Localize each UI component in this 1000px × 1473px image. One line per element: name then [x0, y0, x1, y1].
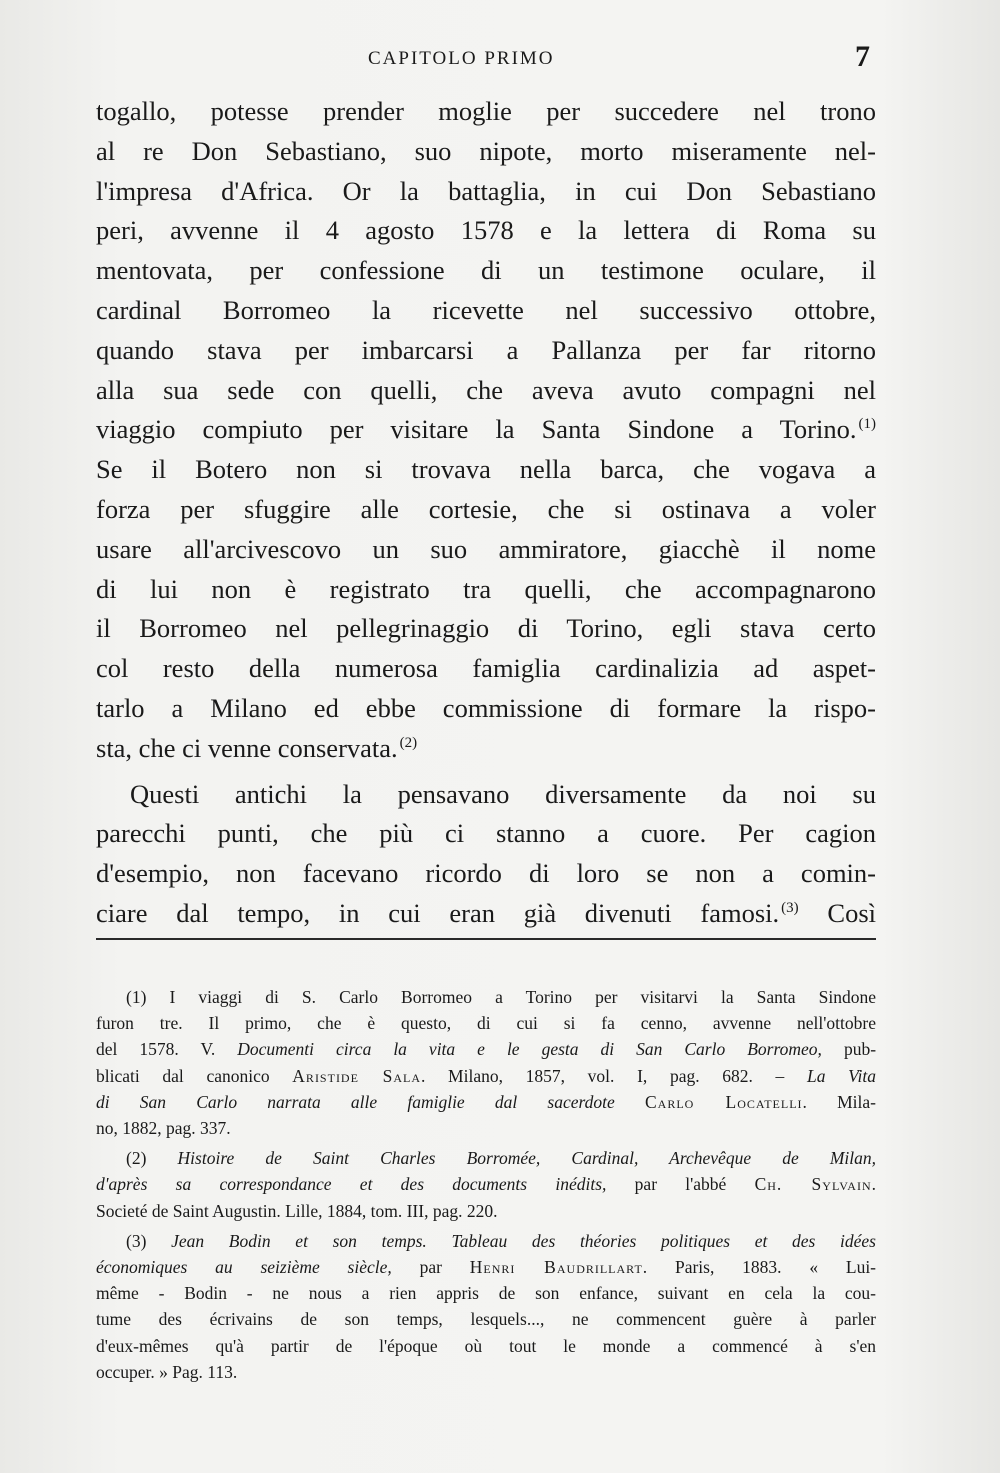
text-segment: par [419, 1257, 442, 1278]
work-title: La Vita [806, 1065, 877, 1086]
footnote-2 [96, 1145, 876, 1224]
page-number: 7 [855, 40, 870, 73]
text-line-with-note [96, 410, 876, 450]
work-title: d'après sa correspondance et des documents inédits, [96, 1174, 607, 1195]
running-title: CAPITOLO PRIMO [368, 48, 555, 69]
text-segment: par l'abbé [634, 1174, 727, 1195]
author-name: Carlo Locatelli [645, 1091, 803, 1112]
text-line: col resto della numerosa famiglia cardinalizia ad aspet- [96, 653, 876, 684]
text-segment: sta, che ci venne conservata. [96, 732, 398, 763]
text-segment: del 1578. V. [96, 1039, 216, 1060]
text-line: usare all'arcivescovo un suo ammiratore, giacchè il nome [96, 533, 876, 564]
text-line: al re Don Sebastiano, suo nipote, morto miseramente nel- [96, 135, 876, 166]
footnote-line: no, 1882, pag. 337. [96, 1118, 231, 1139]
body-text [96, 92, 876, 934]
author-name: Henri Baudrillart [469, 1257, 643, 1278]
text-line: togallo, potesse prender moglie per succedere nel trono [96, 96, 876, 126]
paragraph-2 [96, 775, 876, 934]
text-line: forza per sfuggire alle cortesie, che si ostinava a voler [96, 493, 876, 524]
footnote-line [96, 1036, 876, 1062]
footnote-line [96, 1145, 876, 1171]
text-line: l'impresa d'Africa. Or la battaglia, in cui Don Sebastiano [96, 175, 876, 206]
text-segment: Così [827, 897, 876, 928]
text-segment: (2) [126, 1148, 147, 1169]
footnote-line [96, 1063, 876, 1089]
text-line: tarlo a Milano ed ebbe commissione di formare la rispo- [96, 692, 876, 723]
work-title: Documenti circa la vita e le gesta di San Carlo Borromeo, [237, 1039, 822, 1060]
text-line: Questi antichi la pensavano diversamente da noi su [130, 778, 876, 809]
work-title: Histoire de Saint Charles Borromée, Cardinal, Archevêque de Milan, [177, 1148, 877, 1169]
author-name: Aristide Sala [292, 1065, 421, 1086]
text-segment: viaggio compiuto per visitare la Santa Sindone a Torino. [96, 414, 857, 445]
text-line: parecchi punti, che più ci stanno a cuore. Per cagion [96, 818, 876, 849]
text-line: il Borromeo nel pellegrinaggio di Torino, egli stava certo [96, 613, 876, 644]
footnote-line: (1) I viaggi di S. Carlo Borromeo a Torino per visitarvi la Santa Sindone [126, 987, 876, 1007]
footnote-line: même - Bodin - ne nous a rien appris de son enfance, suivant en cela la cou- [96, 1283, 876, 1304]
footnote-line [96, 1228, 876, 1254]
footnote-separator [96, 938, 876, 940]
author-name: Ch. Sylvain [754, 1174, 872, 1195]
footnote-line [96, 1089, 876, 1115]
footnote-ref-3: (3) [781, 899, 799, 916]
footnote-line: occuper. » Pag. 113. [96, 1361, 238, 1382]
text-segment: (3) [126, 1230, 147, 1251]
footnote-ref-2: (2) [399, 734, 418, 751]
text-segment: . Milano, 1857, vol. I, pag. 682. – [421, 1065, 785, 1086]
footnote-ref-1: (1) [858, 416, 876, 433]
paragraph-1 [96, 92, 876, 769]
footnote-1 [96, 984, 876, 1141]
text-segment: ciare dal tempo, in cui eran già divenuti famosi. [96, 897, 780, 928]
footnote-line: d'eux-mêmes qu'à partir de l'époque où tout le monde a commencé à s'en [96, 1335, 876, 1356]
work-title: économiques au seizième siècle, [96, 1257, 392, 1278]
footnote-3 [96, 1228, 876, 1385]
footnote-line: Societé de Saint Augustin. Lille, 1884, tom. III, pag. 220. [96, 1200, 498, 1221]
text-line: alla sua sede con quelli, che aveva avuto compagni nel [96, 374, 876, 405]
running-head [0, 42, 1000, 82]
text-line: peri, avvenne il 4 agosto 1578 e la lettera di Roma su [96, 215, 876, 246]
footnote-line: furon tre. Il primo, che è questo, di cui si fa cenno, avvenne nell'ottobre [96, 1013, 876, 1034]
text-line: cardinal Borromeo la ricevette nel successivo ottobre, [96, 294, 876, 325]
text-line: di lui non è registrato tra quelli, che accompagnarono [96, 573, 876, 604]
text-segment: . Paris, 1883. « Lui- [642, 1257, 877, 1278]
text-segment: pub- [843, 1039, 877, 1060]
text-line: mentovata, per confessione di un testimone oculare, il [96, 255, 876, 286]
footnote-line: tume des écrivains de son temps, lesquels..., ne commencent guère à parler [96, 1309, 876, 1330]
footnote-line [96, 1254, 876, 1280]
text-line: d'esempio, non facevano ricordo di loro se non a comin- [96, 858, 876, 889]
text-line: quando stava per imbarcarsi a Pallanza per far ritorno [96, 334, 876, 365]
footnotes [96, 984, 876, 1389]
work-title: Jean Bodin et son temps. Tableau des théories politiques et des idées [171, 1230, 876, 1251]
work-title: di San Carlo narrata alle famiglie dal sacerdote [96, 1091, 615, 1112]
text-line-with-note [96, 729, 876, 769]
text-line: Se il Botero non si trovava nella barca, che vogava a [96, 454, 876, 485]
footnote-line [96, 1171, 876, 1197]
text-line-with-note [96, 894, 876, 934]
text-segment: . Mila- [802, 1091, 876, 1112]
text-segment: . [871, 1174, 877, 1195]
text-segment: blicati dal canonico [96, 1065, 270, 1086]
